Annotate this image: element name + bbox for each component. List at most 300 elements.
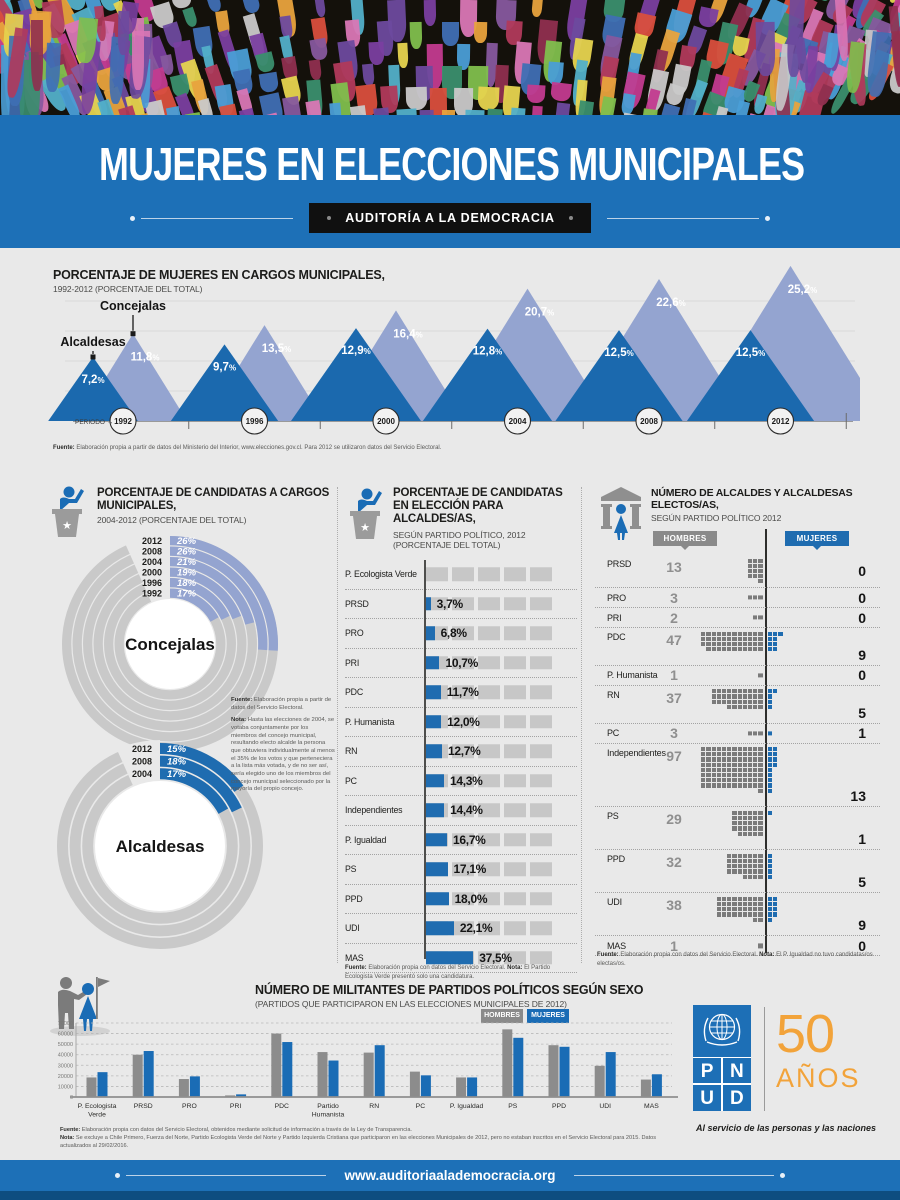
mujeres-bar xyxy=(513,1038,523,1097)
footer xyxy=(0,1160,900,1191)
section-candidatas-alcaldes xyxy=(345,485,577,980)
x-tick-label: P. Igualdad xyxy=(449,1103,484,1110)
fuente-label: Fuente: xyxy=(231,697,253,703)
section-header xyxy=(53,268,385,294)
background-bar xyxy=(426,715,552,729)
fuente-label: Fuente: xyxy=(53,445,75,451)
party-label: PDC xyxy=(607,632,626,642)
donut-center-label: Concejalas xyxy=(125,635,215,654)
hombres-count: 29 xyxy=(666,811,682,828)
background-bar xyxy=(426,804,552,818)
party-bar-row xyxy=(345,767,577,797)
section-title-line1: PORCENTAJE DE CANDIDATAS xyxy=(393,487,563,499)
series-label-alcaldesas: Alcaldesas xyxy=(60,335,126,349)
ring-value-label: 21% xyxy=(177,557,197,569)
fuente-label: Fuente: xyxy=(597,952,619,958)
nota-label: Nota: xyxy=(60,1135,75,1142)
mujeres-count: 9 xyxy=(858,646,866,663)
party-label: MAS xyxy=(607,940,626,951)
waffle-row xyxy=(595,686,880,724)
hombres-count: 2 xyxy=(670,609,678,626)
cloth-piece xyxy=(531,0,543,18)
party-bar-rows xyxy=(345,560,577,973)
party-bar-row xyxy=(345,737,577,767)
donut-center-label: Alcaldesas xyxy=(115,837,205,856)
x-tick-label: UDI xyxy=(599,1103,612,1110)
section-title-line2: EN ELECCIÓN PARA ALCALDES/AS, xyxy=(393,500,503,526)
value-label: 12,5% xyxy=(735,347,766,360)
section-subtitle: SEGÚN PARTIDO POLÍTICO 2012 xyxy=(651,513,782,524)
hombres-bar xyxy=(133,1055,143,1097)
cloth-piece xyxy=(396,108,417,115)
value-label: 37,5% xyxy=(479,950,512,965)
party-label: P. Ecologista Verde xyxy=(345,569,417,580)
hombres-count: 3 xyxy=(670,589,678,606)
pnud-letter: P xyxy=(700,1060,714,1082)
nota-text: El P. Igualdad no tuvo candidatas/os electas/os. xyxy=(597,952,873,967)
cloth-piece xyxy=(697,6,718,29)
party-label: PRO xyxy=(607,592,626,603)
party-label: RN xyxy=(345,746,358,757)
fifty-years-label: AÑOS xyxy=(776,1063,861,1093)
value-label: 10,7% xyxy=(445,655,478,670)
value-label: 16,4% xyxy=(393,328,423,341)
mujeres-bar xyxy=(652,1074,662,1097)
podium-speaker-icon xyxy=(345,487,385,548)
fuente-text: Elaboración propia con datos del Servicio Electoral. xyxy=(620,952,758,958)
fuente-text: Elaboración propia con datos del Servicio Electoral, obtenidos mediante solicitud de información a través de la Ley de Transparencia. xyxy=(81,1127,412,1133)
waffle-row xyxy=(595,608,880,628)
value-label: 11,8% xyxy=(130,351,160,364)
source-note xyxy=(231,697,335,799)
fifty-years-number: 50 xyxy=(776,1004,835,1064)
mujeres-bar xyxy=(282,1042,292,1097)
cloth-piece xyxy=(405,87,427,110)
ribbon-dot xyxy=(569,216,573,220)
legend-hombres-badge: HOMBRES xyxy=(653,531,717,546)
value-bar xyxy=(426,774,444,788)
column-separator xyxy=(581,487,582,963)
hombres-bar xyxy=(549,1045,559,1097)
militantes-bar-chart xyxy=(40,1018,685,1128)
nota-text: Hasta las elecciones de 2004, se votaba conjuntamente por los miembros del concejo municipal, resultando electo alcalde la persona que obtuviera individualmente al menos el 35% de los votos y que perteneciera a la lista más votada, y de no ser así, sería elegido uno de los miembros del concejo municipal seleccionado por la mayoría del propio concejo. xyxy=(231,717,335,793)
header xyxy=(0,115,900,248)
value-label: 3,7% xyxy=(436,596,463,611)
hombres-count: 3 xyxy=(670,725,678,742)
cloth-piece xyxy=(478,87,500,111)
line-dot xyxy=(115,1173,120,1178)
nota-label: Nota: xyxy=(759,952,775,958)
hombres-squares xyxy=(727,853,763,879)
x-tick-label: PRI xyxy=(229,1103,242,1110)
hombres-squares xyxy=(701,631,763,652)
party-label: UDI xyxy=(345,923,360,934)
logo-divider xyxy=(764,1007,765,1111)
party-label: UDI xyxy=(607,897,622,908)
cloth-piece xyxy=(362,63,375,86)
ribbon-row xyxy=(0,203,900,233)
mujeres-count: 13 xyxy=(850,788,866,805)
hombres-squares xyxy=(747,558,763,584)
value-bar xyxy=(426,686,441,700)
ring-value-label: 26% xyxy=(177,546,197,558)
waffle-row xyxy=(595,724,880,744)
hombres-count: 47 xyxy=(666,632,682,648)
mujeres-count: 9 xyxy=(858,917,866,934)
hombres-count: 1 xyxy=(670,667,678,684)
ring-value-label: 15% xyxy=(167,743,187,755)
mujeres-bar xyxy=(190,1076,200,1097)
party-label: P. Igualdad xyxy=(345,834,387,845)
cloth-piece xyxy=(255,52,276,74)
mujeres-count: 0 xyxy=(858,667,866,684)
mujeres-bar xyxy=(329,1061,339,1097)
value-label: 14,4% xyxy=(450,803,483,818)
x-tick-label: RN xyxy=(369,1103,380,1110)
party-label: PRSD xyxy=(345,598,369,609)
value-bar xyxy=(426,922,454,936)
hombres-squares xyxy=(758,943,763,948)
cloth-piece xyxy=(398,43,409,69)
cloth-piece xyxy=(219,103,240,115)
line-dot xyxy=(765,216,770,221)
value-label: 20,7% xyxy=(524,306,555,319)
series-label-concejalas: Concejalas xyxy=(99,299,167,313)
party-label: MAS xyxy=(345,952,364,963)
party-label: Independientes xyxy=(607,747,666,758)
section-subtitle: 1992-2012 (PORCENTAJE DEL TOTAL) xyxy=(53,284,203,295)
mujeres-count: 0 xyxy=(858,563,866,579)
mujeres-squares xyxy=(768,853,773,879)
background-bar xyxy=(426,686,552,700)
cloth-piece xyxy=(308,59,321,81)
value-bar xyxy=(426,833,447,847)
ring-year-label: 2008 xyxy=(131,756,152,767)
cloth-piece xyxy=(31,20,43,91)
hombres-count: 37 xyxy=(666,689,682,706)
ring-value-label: 18% xyxy=(167,756,187,768)
waffle-row xyxy=(595,628,880,666)
y-tick-label: 20000 xyxy=(57,1073,73,1080)
waffle-row xyxy=(595,893,880,936)
section-subtitle: (PARTIDOS QUE PARTICIPARON EN LAS ELECCIONES MUNICIPALES DE 2012) xyxy=(255,999,567,1010)
hombres-bar xyxy=(502,1029,512,1097)
waffle-row xyxy=(595,588,880,608)
year-label: 2004 xyxy=(508,417,527,426)
section-header xyxy=(651,487,879,523)
cloth-piece xyxy=(755,22,775,76)
decorative-line xyxy=(574,1175,774,1176)
mujeres-bar xyxy=(606,1052,616,1097)
y-tick-label: 60000 xyxy=(57,1031,73,1038)
cloth-piece xyxy=(442,22,459,46)
value-bar xyxy=(426,863,448,877)
cloth-piece xyxy=(552,103,570,115)
value-bar xyxy=(426,627,435,641)
fuente-label: Fuente: xyxy=(60,1127,81,1133)
value-label: 22,6% xyxy=(656,297,686,310)
hombres-count: 13 xyxy=(666,559,682,575)
y-tick-label: 40000 xyxy=(57,1052,73,1059)
hombres-bar xyxy=(318,1052,328,1097)
nota-label: Nota: xyxy=(507,965,523,971)
mujeres-bar xyxy=(375,1045,385,1097)
party-bar-row xyxy=(345,560,577,590)
background-bar xyxy=(426,745,552,759)
period-label: PERIODO → xyxy=(75,419,114,426)
ring-value-label: 18% xyxy=(177,578,197,590)
waffle-row xyxy=(595,666,880,686)
year-label: 1992 xyxy=(114,417,132,426)
hombres-squares xyxy=(758,673,763,678)
section-candidatas-cargos xyxy=(45,485,335,963)
section-title: NÚMERO DE ALCALDES Y ALCALDESAS ELECTOS/AS, xyxy=(651,487,853,512)
year-label: 2012 xyxy=(771,417,790,426)
axis-line xyxy=(424,560,426,959)
cloth-piece xyxy=(45,42,60,92)
value-bar xyxy=(426,597,431,611)
party-bar-row xyxy=(345,885,577,915)
waffle-row xyxy=(595,555,880,588)
ring-value-label: 19% xyxy=(177,567,197,579)
cloth-piece xyxy=(329,103,342,115)
hombres-count: 38 xyxy=(666,897,682,914)
party-label: PS xyxy=(607,811,619,822)
party-label: PPD xyxy=(345,893,363,904)
decorative-line xyxy=(607,218,759,219)
value-label: 22,1% xyxy=(459,921,493,936)
decorative-line xyxy=(141,218,293,219)
value-label: 25,2% xyxy=(787,283,818,296)
legend-mujeres-badge: MUJERES xyxy=(527,1009,569,1023)
mujeres-count: 5 xyxy=(858,704,866,721)
section-subtitle: 2004-2012 (PORCENTAJE DEL TOTAL) xyxy=(97,515,247,526)
hombres-squares xyxy=(732,810,763,836)
party-label: P. Humanista xyxy=(345,716,395,727)
mujeres-count: 1 xyxy=(858,831,866,848)
mujeres-bar xyxy=(144,1051,154,1097)
cloth-piece xyxy=(198,98,216,115)
page-title: MUJERES EN ELECCIONES MUNICIPALES xyxy=(99,138,805,190)
pnud-letter: U xyxy=(700,1087,714,1109)
value-label: 11,7% xyxy=(446,685,479,700)
waffle-row xyxy=(595,850,880,893)
pnud-letter: D xyxy=(730,1087,744,1109)
party-label: PRSD xyxy=(607,559,632,569)
cloth-piece xyxy=(259,92,286,115)
cloth-piece xyxy=(409,22,422,49)
ribbon-dot xyxy=(327,216,331,220)
hombres-bar xyxy=(410,1072,420,1097)
cloth-piece xyxy=(182,6,199,28)
ring-value-label: 17% xyxy=(167,769,187,781)
y-tick-label: 0 xyxy=(69,1095,73,1101)
hombres-bar xyxy=(641,1080,651,1097)
mujeres-bar xyxy=(467,1077,477,1097)
cloth-piece xyxy=(531,105,542,115)
x-tick-label: Partido xyxy=(317,1103,339,1110)
mujeres-squares xyxy=(768,631,784,652)
value-label: 9,7% xyxy=(212,361,237,374)
mujeres-count: 5 xyxy=(858,874,866,891)
waffle-row xyxy=(595,807,880,850)
party-bar-row xyxy=(345,619,577,649)
value-bar xyxy=(426,656,439,670)
hombres-bar xyxy=(87,1077,97,1097)
party-label: PPD xyxy=(607,854,625,865)
footer-url: www.auditoriaalademocracia.org xyxy=(344,1168,556,1183)
decorative-line xyxy=(126,1175,326,1176)
background-bar xyxy=(426,774,552,788)
value-label: 12,9% xyxy=(341,345,371,358)
background-bar xyxy=(426,568,552,582)
mujeres-squares xyxy=(768,689,778,710)
section-header xyxy=(97,487,337,525)
hombres-squares xyxy=(753,615,763,620)
party-label: P. Humanista xyxy=(607,670,658,681)
mujeres-bar xyxy=(421,1075,431,1097)
party-label: PS xyxy=(345,864,357,875)
party-label: Independientes xyxy=(345,805,403,816)
value-label: 18,0% xyxy=(454,891,488,906)
mujeres-count: 0 xyxy=(858,589,866,606)
cloth-piece xyxy=(527,84,546,103)
value-label: 13,5% xyxy=(261,343,292,356)
party-bar-row xyxy=(345,590,577,620)
year-label: 1996 xyxy=(245,417,264,426)
section-alcaldes-electos xyxy=(595,485,880,965)
mujeres-squares xyxy=(768,810,773,836)
source-note xyxy=(53,444,833,453)
cloth-piece xyxy=(258,72,278,94)
section-header xyxy=(393,487,577,550)
x-tick-label: Verde xyxy=(88,1111,106,1119)
party-label: PC xyxy=(607,728,620,739)
party-bar-row xyxy=(345,678,577,708)
fuente-label: Fuente: xyxy=(345,965,367,971)
hombres-bar xyxy=(456,1077,466,1097)
svg-text:★: ★ xyxy=(62,520,72,532)
year-label: 2008 xyxy=(640,417,658,426)
party-bar-row xyxy=(345,855,577,885)
grid-line xyxy=(693,1083,751,1085)
ring-value-label: 17% xyxy=(177,588,197,600)
party-bar-row xyxy=(345,914,577,944)
source-note xyxy=(597,951,877,968)
waffle-rows xyxy=(595,555,880,956)
hombres-bar xyxy=(179,1079,189,1097)
section-cargos-municipales xyxy=(45,268,860,468)
x-tick-label: P. Ecologista xyxy=(77,1103,117,1110)
ring-year-label: 2012 xyxy=(141,536,162,547)
waffle-row xyxy=(595,744,880,808)
mujeres-count: 0 xyxy=(858,609,866,626)
hombres-bar xyxy=(364,1053,374,1097)
legend-hombres-badge: HOMBRES xyxy=(481,1009,523,1023)
cloth-piece xyxy=(474,22,487,44)
value-bar xyxy=(426,745,442,759)
value-label: 12,0% xyxy=(447,714,480,729)
party-label: PDC xyxy=(345,687,363,698)
section-subtitle-line2: (PORCENTAJE DEL TOTAL) xyxy=(393,539,501,550)
hombres-count: 97 xyxy=(666,747,682,764)
nota-text: El Partido Ecologista Verde presentó solo una candidatura. xyxy=(345,965,551,980)
cloth-piece xyxy=(369,42,385,66)
cloth-piece xyxy=(550,82,572,102)
cloth-piece xyxy=(242,0,262,15)
section-militantes xyxy=(40,973,685,1158)
mujeres-bar xyxy=(560,1047,570,1097)
party-label: RN xyxy=(607,689,620,700)
value-label: 16,7% xyxy=(453,832,486,847)
y-tick-label: 50000 xyxy=(57,1042,73,1049)
x-tick-label: PRO xyxy=(182,1103,197,1110)
photo-banner xyxy=(0,0,900,115)
x-tick-label: PPD xyxy=(552,1103,566,1110)
pnud-letter: N xyxy=(730,1060,744,1082)
party-bar-row xyxy=(345,796,577,826)
un-emblem-icon xyxy=(693,1005,751,1057)
party-bar-row xyxy=(345,649,577,679)
hombres-squares xyxy=(747,731,763,736)
section-title: PORCENTAJE DE CANDIDATAS A CARGOS MUNICIPALES, xyxy=(97,487,330,513)
year-label: 2000 xyxy=(377,417,395,426)
ring-year-label: 1992 xyxy=(141,588,162,599)
value-label: 6,8% xyxy=(440,626,467,641)
mujeres-squares xyxy=(768,731,773,736)
x-tick-label: PDC xyxy=(274,1103,289,1110)
cloth-piece xyxy=(508,107,525,115)
ring-year-label: 1996 xyxy=(141,578,162,589)
ring-year-label: 2012 xyxy=(131,743,152,754)
section-title: NÚMERO DE MILITANTES DE PARTIDOS POLÍTICOS SEGÚN SEXO xyxy=(255,983,644,997)
value-label: 14,3% xyxy=(450,773,483,788)
mujeres-bar xyxy=(98,1072,108,1097)
section-header xyxy=(255,983,675,1009)
ring-value-label: 26% xyxy=(177,536,197,548)
ribbon-banner xyxy=(309,203,591,233)
mujeres-count: 1 xyxy=(858,725,866,742)
line-dot xyxy=(130,216,135,221)
value-bar xyxy=(426,892,449,906)
column-separator xyxy=(337,487,338,963)
section-subtitle-line1: SEGÚN PARTIDO POLÍTICO, 2012 xyxy=(393,529,526,540)
hombres-squares xyxy=(716,896,763,922)
cloth-piece xyxy=(315,0,327,18)
mujeres-squares xyxy=(768,747,778,794)
x-tick-label: PRSD xyxy=(133,1103,153,1110)
cloth-piece xyxy=(282,96,304,115)
legend-mujeres-badge: MUJERES xyxy=(785,531,849,546)
footer-strip xyxy=(0,1191,900,1200)
ring-year-label: 2000 xyxy=(141,567,162,578)
x-tick-label: Humanista xyxy=(311,1111,345,1119)
nota-text: Se excluye a Chile Primero, Fuerza del Norte, Partido Ecologista Verde del Norte y Partido Izquierda Cristiana que participaron en las elecciones Municipales de 2012, pero no estaban inscritos en el Servicio Electoral para 2015. Datos actualizados al 29/02/2016. xyxy=(60,1135,657,1150)
y-tick-label: 70000 xyxy=(57,1021,73,1027)
hombres-squares xyxy=(747,595,763,600)
party-label: PRO xyxy=(345,628,364,639)
value-label: 12,5% xyxy=(604,347,634,360)
fuente-text: Elaboración propia a partir de datos del Ministerio del Interior, www.elecciones.gov.cl. Para 2012 se utilizaron datos del Servicio Electoral. xyxy=(76,445,442,451)
ribbon-label: AUDITORÍA A LA DEMOCRACIA xyxy=(345,211,555,225)
value-label: 7,2% xyxy=(81,373,105,386)
cloth-piece xyxy=(117,11,129,55)
hombres-bar xyxy=(271,1034,281,1097)
value-bar xyxy=(426,804,444,818)
value-label: 12,7% xyxy=(448,744,481,759)
party-bar-row xyxy=(345,708,577,738)
party-label: PRI xyxy=(345,657,360,668)
